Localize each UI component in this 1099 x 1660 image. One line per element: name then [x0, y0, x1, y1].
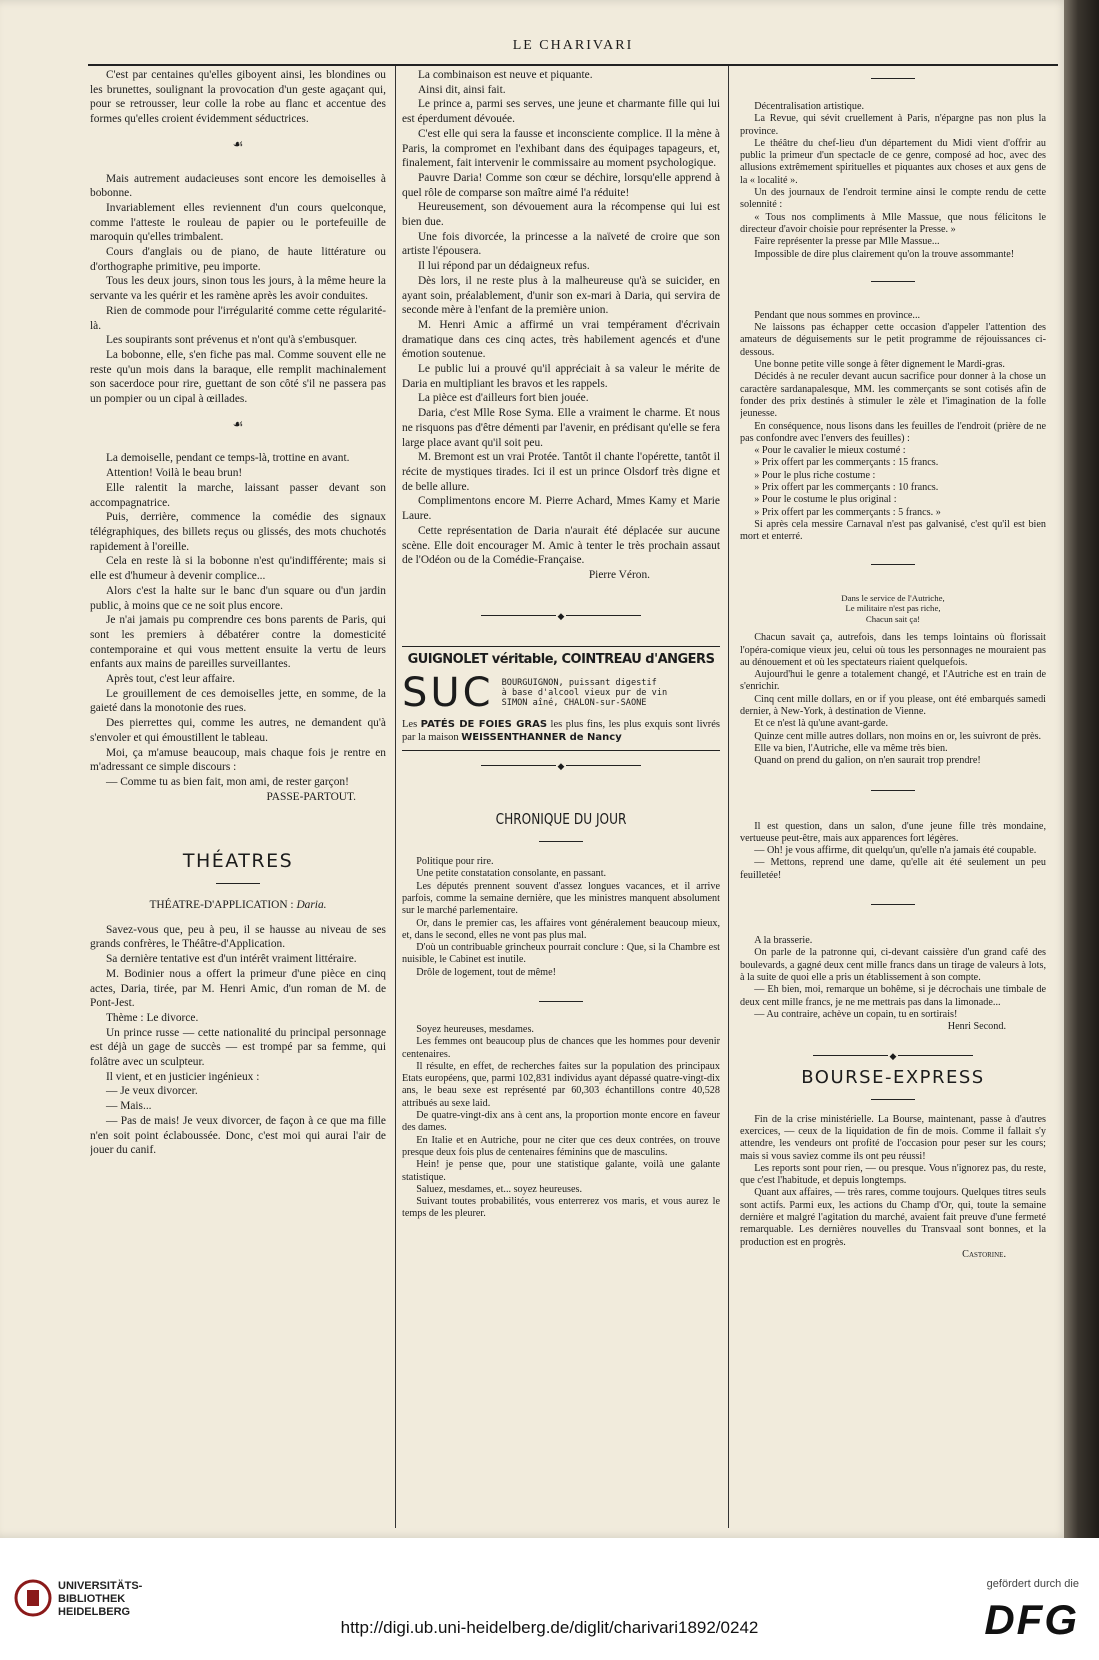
paragraph: Puis, derrière, commence la comédie des signaux télégraphiques, des billets reçus ou glissés, des mots chuchotés rapidement à l'oreille.	[90, 511, 386, 553]
ad-foies-gras: Les PATÉS DE FOIES GRAS les plus fins, les plus exquis sont livrés par la maison WEISSENTHANNER de Nancy	[402, 719, 720, 743]
paragraph: On parle de la patronne qui, ci-devant caissière d'un grand café des boulevards, a gagné deux cent mille francs dans un tirage de valeurs à lots, à la suite de quoi elle a pris un établissement à son compte.	[740, 947, 1046, 983]
paragraph: Sa dernière tentative est d'un intérêt vraiment littéraire.	[105, 953, 357, 966]
paragraph: Il lui répond par un dédaigneux refus.	[417, 260, 590, 273]
signature: Pierre Véron.	[588, 568, 650, 581]
short-rule	[871, 78, 915, 79]
paragraph: La Revue, qui sévit cruellement à Paris, n'épargne pas non plus la province.	[740, 113, 1046, 137]
section-title-chronique: CHRONIQUE DU JOUR	[495, 810, 627, 829]
paragraph: Tous les deux jours, sinon tous les jours, à la même heure la servante va les quérir et les ramène après les avoir conduites.	[90, 275, 386, 303]
paragraph: Cette représentation de Daria n'aurait été déplacée sur aucune scène. Elle doit encourager M. Amic à tenter le très prochain assaut de l'Odéon ou de la Comédie-Française.	[402, 524, 720, 567]
advertisement-block	[402, 646, 720, 752]
paragraph: Chacun savait ça, autrefois, dans les temps lointains où florissait l'opéra-comique vieux jeu, celui où tous les personnages ne mouraient pas au dénouement et où les spectateurs riaient quelquefois.	[740, 632, 1046, 668]
university-seal-icon	[14, 1578, 52, 1618]
column-2	[402, 68, 720, 1528]
paragraph: — Je veux divorcer.	[105, 1085, 198, 1098]
column-rule	[395, 66, 396, 1528]
paragraph: Il résulte, en effet, de recherches faites sur la population des principaux Etats européens, que, parmi 102,831 individus ayant dépassé quatre-vingt-dix ans, le beau sexe est représenté par 60,303 échantillons contre 40,528 attribués au sexe laid.	[402, 1060, 720, 1109]
paragraph: Une petite constatation consolante, en passant.	[416, 868, 607, 880]
digitization-footer	[0, 1538, 1099, 1660]
paragraph: Faire représenter la presse par Mlle Massue...	[754, 236, 940, 248]
signature: Henri Second.	[947, 1021, 1006, 1033]
paragraph: — Au contraire, achève un copain, tu en sortirais!	[754, 1008, 958, 1020]
section-title-bourse: BOURSE-EXPRESS	[801, 1067, 985, 1089]
paragraph: Le théâtre du chef-lieu d'un département du Midi vient d'offrir au public la primeur d'un spectacle de ce genre, composé ad hoc, avec des allusions extrêmement spirituelles et piquantes aux choses et aux gens de la « localité ».	[740, 137, 1046, 186]
masthead	[88, 30, 1058, 66]
paragraph: Le grouillement de ces demoiselles jette, en somme, de la gaieté dans la monotonie des rues.	[90, 687, 386, 715]
paragraph: » Prix offert par les commerçants : 5 francs. »	[754, 506, 941, 518]
paragraph: Une fois divorcée, la princesse a la naïveté de croire que son artiste l'épousera.	[402, 230, 720, 258]
paragraph: Décidés à ne reculer devant aucun sacrifice pour donner à la chose un caractère sardanapalesque, MM. les commerçants se sont cotisés afin de fonder des prix destinés à stimuler le zèle et l'imagination de la folle jeunesse.	[740, 371, 1046, 420]
verse-line: Dans le service de l'Autriche,	[841, 592, 945, 603]
ad-suc-title: SUC	[402, 670, 494, 717]
paragraph: Moi, ça m'amuse beaucoup, mais chaque fois je rentre en m'adressant ce simple discours :	[90, 746, 386, 774]
paragraph: Attention! Voilà le beau brun!	[105, 467, 243, 480]
paragraph: La pièce est d'ailleurs fort bien jouée.	[417, 392, 589, 405]
paragraph: Rien de commode pour l'irrégularité comme cette régularité-là.	[90, 304, 386, 332]
short-rule	[871, 564, 915, 565]
paragraph: C'est par centaines qu'elles giboyent ainsi, les blondines ou les brunettes, soulignant la provocation d'un geste agaçant qui, pour se retrousser, leur colle la robe au flanc et accentue des formes qu'elles croient évidemment séductrices.	[90, 69, 386, 126]
paragraph: Daria, c'est Mlle Rose Syma. Elle a vraiment le charme. Et nous ne risquons pas d'être démenti par l'avenir, en prédisant qu'elle se fera large place avant qu'il soit peu.	[402, 407, 720, 449]
paragraph: — Pas de mais! Je veux divorcer, de façon à ce que ma fille n'en soit point éclaboussée. Donc, c'est moi qui aurai l'air de jouer du canif.	[90, 1114, 386, 1157]
paragraph: Hein! je pense que, pour une statistique galante, voilà une galante statistique.	[402, 1159, 720, 1183]
paragraph: Et ce n'est là qu'une avant-garde.	[754, 718, 889, 730]
paragraph: — Mais...	[105, 1100, 152, 1113]
paragraph: Les reports sont pour rien, — ou presque. Vous n'ignorez pas, du reste, que c'est l'habitude, et depuis longtemps.	[740, 1162, 1046, 1187]
book-spine	[1064, 0, 1099, 1538]
paragraph: Elle ralentit la marche, laissant passer devant son accompagnatrice.	[90, 481, 386, 509]
paragraph: Ainsi dit, ainsi fait.	[417, 83, 506, 96]
paragraph: » Pour le costume le plus original :	[754, 494, 897, 506]
paragraph: Les députés prennent souvent d'assez longues vacances, et il arrive parfois, comme la semaine dernière, que les ministres manquent absolument sur le marché parlementaire.	[402, 880, 720, 917]
paragraph: Soyez heureuses, mesdames.	[416, 1023, 534, 1035]
paragraph: De quatre-vingt-dix ans à cent ans, la proportion monte encore en faveur des dames.	[402, 1110, 720, 1134]
ad-suc-text: BOURGUIGNON, puissant digestif à base d'alcool vieux pur de vin SIMON aîné, CHALON-sur-SAONE	[501, 678, 668, 709]
paragraph: Cinq cent mille dollars, en or if you please, ont été embarqués samedi dernier, à New-York, à destination de Vienne.	[740, 693, 1046, 718]
paragraph: « Tous nos compliments à Mlle Massue, que nous félicitons le directeur d'avoir choisie pour représenter la Presse. »	[740, 211, 1046, 235]
paragraph: Cela en reste là si la bobonne n'est qu'indifférente; mais si elle est d'humeur à devenir complice...	[90, 555, 386, 583]
university-library-name: UNIVERSITÄTS- BIBLIOTHEK HEIDELBERG	[58, 1580, 143, 1618]
paragraph: Décentralisation artistique.	[754, 101, 865, 112]
ornament-icon: ☙	[232, 136, 244, 151]
column-3	[740, 68, 1046, 1528]
paragraph: Heureusement, son dévouement aura la récompense qui lui est bien due.	[402, 201, 720, 229]
short-rule	[871, 1099, 915, 1100]
paragraph: Fin de la crise ministérielle. La Bourse, maintenant, passe à d'autres exercices, — ceux de la liquidation de fin de mois. Comme il fallait s'y attendre, les vendeurs ont profité de l'occasion pour peser sur les cours; mais si vous saviez comme ils ont peu réussi!	[740, 1113, 1046, 1162]
paragraph: Les soupirants sont prévenus et n'ont qu'à s'embusquer.	[105, 334, 357, 347]
paragraph: M. Bremont est un vrai Protée. Tantôt il chante l'opérette, tantôt il récite de mystiques tirades. Ici il est un prince Olsdorf très digne et de belle allure.	[402, 451, 720, 493]
paragraph: Les femmes ont beaucoup plus de chances que les hommes pour devenir centenaires.	[402, 1036, 720, 1060]
paragraph: Complimentons encore M. Pierre Achard, Mmes Kamy et Marie Laure.	[402, 495, 720, 523]
paragraph: » Prix offert par les commerçants : 15 francs.	[754, 457, 939, 469]
paragraph: Quinze cent mille autres dollars, non moins en or, les suivront de près.	[754, 730, 1042, 742]
short-rule	[871, 281, 915, 282]
paragraph: Je n'ai jamais pu comprendre ces bons parents de Paris, qui sont les premiers à débatérer contre la domesticité contemporaine et qui vous mettent ensuite la vertu de leurs enfants aux mains de pareilles surveillantes.	[90, 614, 386, 671]
paragraph: Thème : Le divorce.	[105, 1011, 199, 1024]
column-rule	[728, 66, 729, 1528]
paragraph: Il est question, dans un salon, d'une jeune fille très mondaine, vertueuse peut-être, mais aux apparences fort légères.	[740, 820, 1046, 844]
paragraph: — Mettons, reprend une dame, qu'elle ait été seulement un peu feuilletée!	[740, 857, 1046, 881]
section-title-theatres: THÉATRES	[182, 850, 294, 873]
paragraph: Le public lui a prouvé qu'il appréciait à sa valeur le mérite de Daria en multipliant les bravos et les rappels.	[402, 363, 720, 390]
paragraph: Pendant que nous sommes en province...	[754, 309, 921, 321]
short-rule	[539, 841, 583, 842]
paragraph: Quant aux affaires, — très rares, comme toujours. Quelques titres seuls sont actifs. Parmi eux, les actions du Champ d'Or, qui, toute la semaine dernière et malgré l'agitation du marché, avaient fait preuve d'une fermeté remarquable. Les dernières nouvelles du Transvaal sont bonnes, et la production est en progrès.	[740, 1187, 1046, 1248]
paragraph: — Oh! je vous affirme, dit quelqu'un, qu'elle n'a jamais été coupable.	[754, 845, 1037, 857]
short-rule	[539, 1001, 583, 1002]
paragraph: Le prince a, parmi ses serves, une jeune et charmante fille qui lui est éperdument dévouée.	[402, 98, 720, 126]
signature: PASSE-PARTOUT.	[266, 790, 356, 803]
masthead-title: LE CHARIVARI	[512, 38, 634, 53]
paragraph: » Pour le plus riche costume :	[754, 469, 876, 481]
paragraph: Politique pour rire.	[416, 856, 494, 868]
short-rule	[216, 883, 260, 884]
paragraph: Saluez, mesdames, et... soyez heureuses.	[416, 1183, 583, 1195]
paragraph: En Italie et en Autriche, pour ne citer que ces deux contrées, on trouve presque deux fois plus de centenaires féminins que de masculins.	[402, 1134, 720, 1158]
verse-line: Chacun sait ça!	[865, 613, 921, 624]
paragraph: Or, dans le premier cas, les affaires vont généralement beaucoup mieux, et, dans le second, elles ne vont pas plus mal.	[402, 917, 720, 941]
paragraph: M. Henri Amic a affirmé un vrai tempérament d'écrivain dramatique dans ces cinq actes, très habilement agencés et d'une émotion soutenue.	[402, 318, 720, 361]
source-url-link[interactable]: http://digi.ub.uni-heidelberg.de/diglit/charivari1892/0242	[340, 1618, 759, 1637]
paragraph: La demoiselle, pendant ce temps-là, trottine en avant.	[105, 452, 350, 465]
paragraph: Invariablement elles reviennent d'un cours quelconque, comme l'atteste le rouleau de papier ou le portefeuille de maroquin qu'elles trimbalent.	[90, 201, 386, 244]
decorative-rule: ◆	[481, 615, 641, 616]
paragraph: Aujourd'hui le genre a totalement changé, et l'Autriche est en train de s'enrichir.	[740, 669, 1046, 693]
sponsor-label: gefördert durch die	[986, 1578, 1079, 1590]
paragraph: La bobonne, elle, s'en fiche pas mal. Comme souvent elle ne reste qu'un mois dans la baraque, elle remplit machinalement son sacerdoce pour rire, guettant de son côté s'il ne passera pas un pompier ou un cipal à œillades.	[90, 348, 386, 406]
dfg-logo: DFG	[984, 1596, 1079, 1643]
paragraph: Un prince russe — cette nationalité du principal personnage est déjà un gage de succès — est trompé par sa femme, qui folâtre avec un sculpteur.	[90, 1026, 386, 1069]
ornament-icon: ☙	[232, 416, 244, 431]
paragraph: Alors c'est la halte sur le banc d'un square ou d'un jardin public, à moins que ce ne soit plus encore.	[90, 584, 386, 612]
paragraph: Ne laissons pas échapper cette occasion d'appeler l'attention des amateurs de déguisements sur le petit programme de réjouissances ci-dessous.	[740, 322, 1046, 358]
paragraph: M. Bodinier nous a offert la primeur d'une pièce en cinq actes, Daria, tirée, par M. Henri Amic, d'un roman de M. de Pont-Jest.	[90, 967, 386, 1010]
paragraph: D'où un contribuable grincheux pourrait conclure : Que, si la Chambre est nuisible, le Cabinet est inutile.	[402, 942, 720, 966]
paragraph: A la brasserie.	[754, 935, 813, 947]
short-rule	[871, 790, 915, 791]
paragraph: La combinaison est neuve et piquante.	[417, 69, 593, 81]
paragraph: Dès lors, il ne reste plus à la malheureuse qu'à se suicider, en ayant soin, préalablement, d'unir son ex-mari à Daria, qui servira de seconde mère à l'enfant de la première union.	[402, 274, 720, 317]
paragraph: — Comme tu as bien fait, mon ami, de rester garçon!	[105, 775, 349, 788]
paragraph: Mais autrement audacieuses sont encore les demoiselles à bobonne.	[90, 172, 386, 200]
paragraph: Suivant toutes probabilités, vous enterrerez vos maris, et vous aurez le temps de les pleurer.	[402, 1196, 720, 1220]
paragraph: « Pour le cavalier le mieux costumé :	[754, 445, 906, 457]
paragraph: Pauvre Daria! Comme son cœur se déchire, lorsqu'elle apprend à quel rôle de comparse son maître aimé l'a réduite!	[402, 171, 720, 199]
paragraph: Si après cela messire Carnaval n'est pas galvanisé, c'est qu'il est bien mort et enterré.	[740, 518, 1046, 543]
theatre-subheading: THÉATRE-D'APPLICATION : Daria.	[149, 899, 327, 912]
ad-suc	[402, 670, 720, 717]
paragraph: C'est elle qui sera la fausse et inconsciente complice. Il la mène à Paris, la compromet en l'exhibant dans des équipages tapageurs, et, finalement, fait intervenir le commissaire au moment psychologique.	[402, 127, 720, 170]
ad-guignolet: GUIGNOLET véritable, COINTREAU d'ANGERS	[407, 651, 715, 667]
paragraph: Elle va bien, l'Autriche, elle va même très bien.	[754, 742, 948, 754]
paragraph: — Eh bien, moi, remarque un bohême, si je décrochais une timbale de deux cent mille francs, je ne me mettrais pas dans la limonade...	[740, 984, 1046, 1008]
paragraph: Savez-vous que, peu à peu, il se hausse au niveau de ses grands confrères, le Théâtre-d'Application.	[90, 923, 386, 951]
short-rule	[871, 904, 915, 905]
paragraph: En conséquence, nous lisons dans les feuilles de l'endroit (prière de ne pas confondre avec l'envers des feuilles) :	[740, 420, 1046, 444]
paragraph: Un des journaux de l'endroit termine ainsi le compte rendu de cette solennité :	[740, 187, 1046, 211]
paragraph: Après tout, c'est leur affaire.	[105, 673, 235, 686]
paragraph: Il vient, et en justicier ingénieux :	[105, 1070, 260, 1083]
column-1	[90, 68, 386, 1528]
verse-line: Le militaire n'est pas riche,	[845, 603, 941, 614]
paragraph: Impossible de dire plus clairement qu'on la trouve assommante!	[754, 248, 1015, 260]
paragraph: » Prix offert par les commerçants : 10 francs.	[754, 482, 939, 494]
decorative-rule: ◆	[813, 1055, 973, 1056]
signature: Castorine.	[962, 1248, 1006, 1260]
paragraph: Une bonne petite ville songe à fêter dignement le Mardi-gras.	[754, 359, 1005, 371]
paragraph: Drôle de logement, tout de même!	[416, 966, 557, 978]
decorative-rule: ◆	[481, 765, 641, 766]
paragraph: Quand on prend du galion, on n'en saurait trop prendre!	[754, 755, 981, 767]
paragraph: Cours d'anglais ou de piano, de haute littérature ou d'orthographe primitive, peu importe.	[90, 246, 386, 273]
paragraph: Des pierrettes qui, comme les autres, ne demandent qu'à s'envoler et qui émoustillent le tableau.	[90, 717, 386, 744]
